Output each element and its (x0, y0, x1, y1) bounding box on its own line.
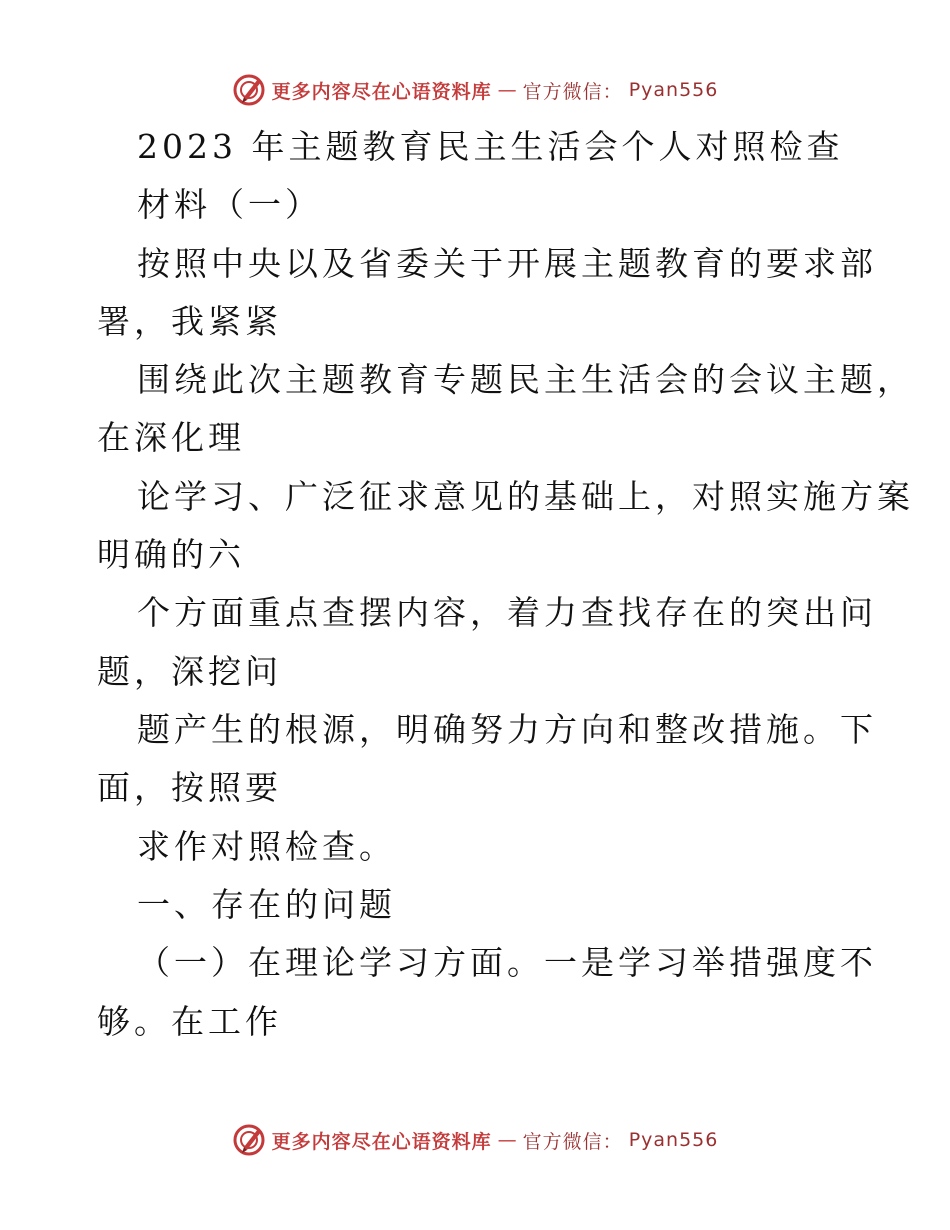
header-watermark (0, 70, 950, 110)
paragraph-line: 署，我紧紧 (97, 302, 282, 341)
document-title-line-2: 材料（一） (137, 185, 322, 224)
paragraph-line: 个方面重点查摆内容，着力查找存在的突出问 (137, 593, 877, 632)
watermark-text: 更多内容尽在心语资料库 (271, 1130, 492, 1153)
pen-logo-icon (232, 73, 266, 107)
paragraph-line: （一）在理论学习方面。一是学习举措强度不 (137, 943, 877, 982)
watermark-dash: — (497, 1129, 517, 1151)
watermark-wechat-id: Pyan556 (628, 1129, 719, 1151)
pen-logo-icon (232, 1123, 266, 1157)
paragraph-line: 面，按照要 (97, 768, 282, 807)
paragraph-line: 求作对照检查。 (137, 827, 396, 866)
watermark-dash: — (497, 79, 517, 101)
watermark-text: 更多内容尽在心语资料库 (271, 80, 492, 103)
paragraph-line: 按照中央以及省委关于开展主题教育的要求部 (137, 244, 877, 283)
section-heading: 一、存在的问题 (137, 885, 396, 924)
paragraph-line: 题产生的根源，明确努力方向和整改措施。下 (137, 710, 877, 749)
watermark-wechat-label: 官方微信： (522, 1130, 623, 1153)
footer-watermark (0, 1120, 950, 1160)
watermark-wechat-id: Pyan556 (628, 79, 719, 101)
watermark-wechat-label: 官方微信： (522, 80, 623, 103)
document-title-line-1: 2023 年主题教育民主生活会个人对照检查 (137, 127, 844, 166)
paragraph-line: 围绕此次主题教育专题民主生活会的会议主题， (137, 360, 914, 399)
paragraph-line: 够。在工作 (97, 1002, 282, 1041)
paragraph-line: 在深化理 (97, 418, 245, 457)
paragraph-line: 明确的六 (97, 535, 245, 574)
paragraph-line: 论学习、广泛征求意见的基础上，对照实施方案 (137, 477, 914, 516)
paragraph-line: 题，深挖问 (97, 652, 282, 691)
